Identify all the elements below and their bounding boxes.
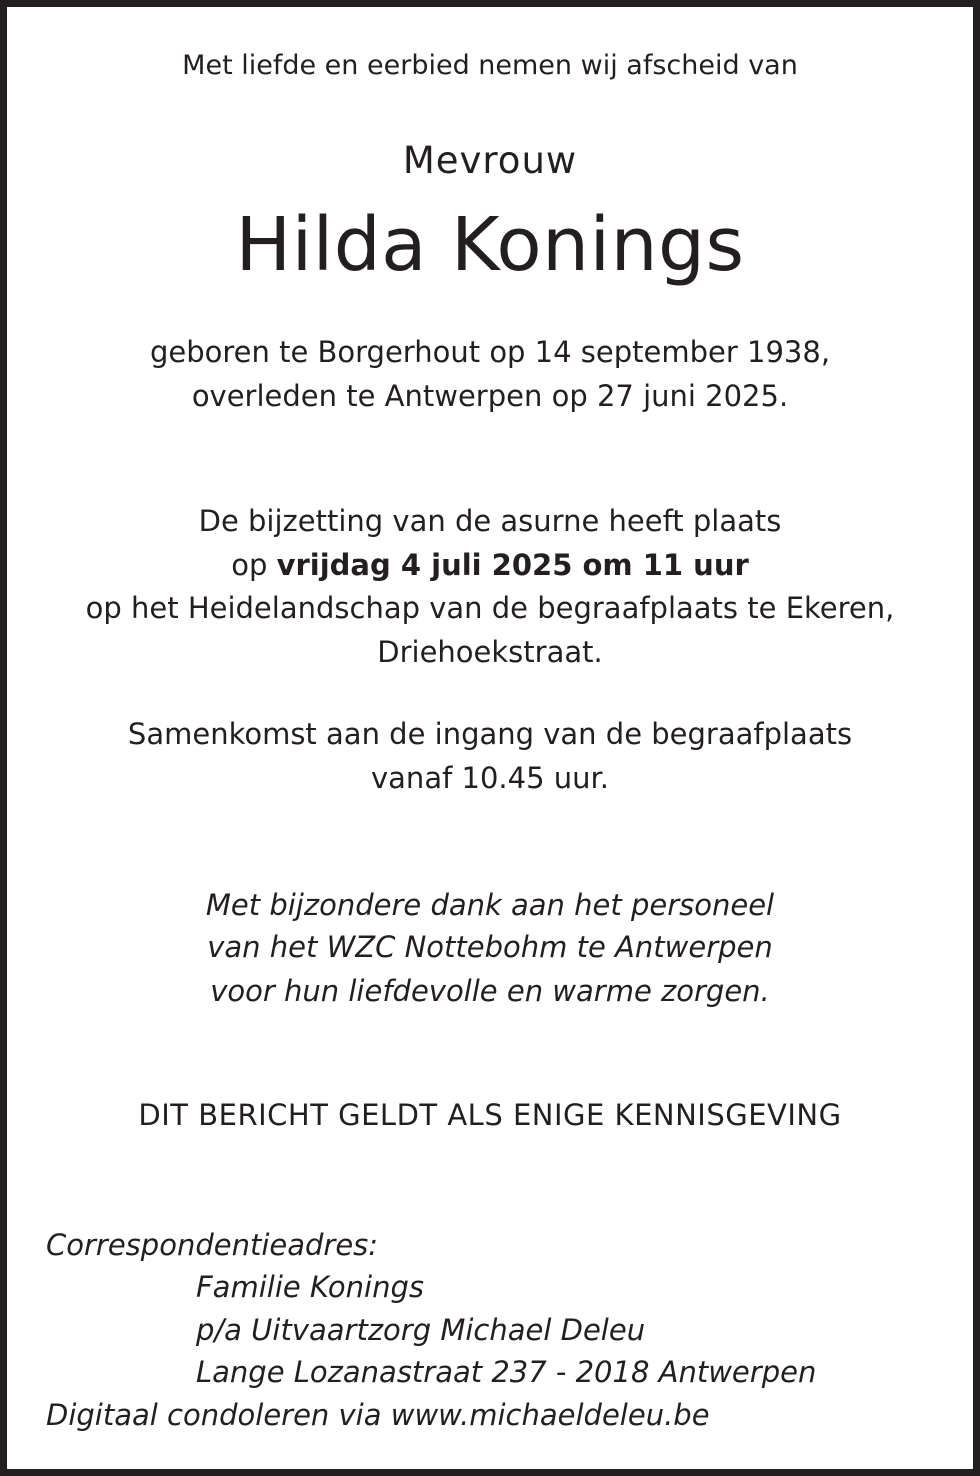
ceremony-line-1: De bijzetting van de asurne heeft plaats [198,504,782,538]
gathering-line-1: Samenkomst aan de ingang van de begraafplaats [127,717,853,751]
address-line: Lange Lozanastraat 237 - 2018 Antwerpen [196,1355,817,1389]
correspondence-label: Correspondentieadres: [46,1228,379,1262]
thanks-line-1: Met bijzondere dank aan het personeel [205,888,775,922]
ceremony-date: vrijdag 4 juli 2025 om 11 uur [276,548,749,582]
deceased-name: Hilda Konings [235,202,745,288]
address-line: p/a Uitvaartzorg Michael Deleu [196,1313,646,1347]
thanks-line-2: van het WZC Nottebohm te Antwerpen [207,930,773,964]
ceremony-date-prefix: op [231,548,268,582]
intro-text: Met liefde en eerbied nemen wij afscheid van [182,50,798,81]
address-line: Familie Konings [196,1270,424,1304]
death-line: overleden te Antwerpen op 27 juni 2025. [191,379,789,413]
ceremony-line-4: Driehoekstraat. [377,635,603,669]
ceremony-line-3: op het Heidelandschap van de begraafplaats te Ekeren, [85,591,895,625]
sole-notice-statement: DIT BERICHT GELDT ALS ENIGE KENNISGEVING [138,1098,842,1132]
birth-line: geboren te Borgerhout op 14 september 1938, [149,335,831,369]
thanks-line-3: voor hun liefdevolle en warme zorgen. [210,974,770,1008]
honorific-title: Mevrouw [402,139,578,182]
gathering-line-2: vanaf 10.45 uur. [371,761,609,795]
ceremony-line-2 [0,548,980,582]
condolence-line: Digitaal condoleren via www.michaeldeleu.be [46,1398,710,1432]
